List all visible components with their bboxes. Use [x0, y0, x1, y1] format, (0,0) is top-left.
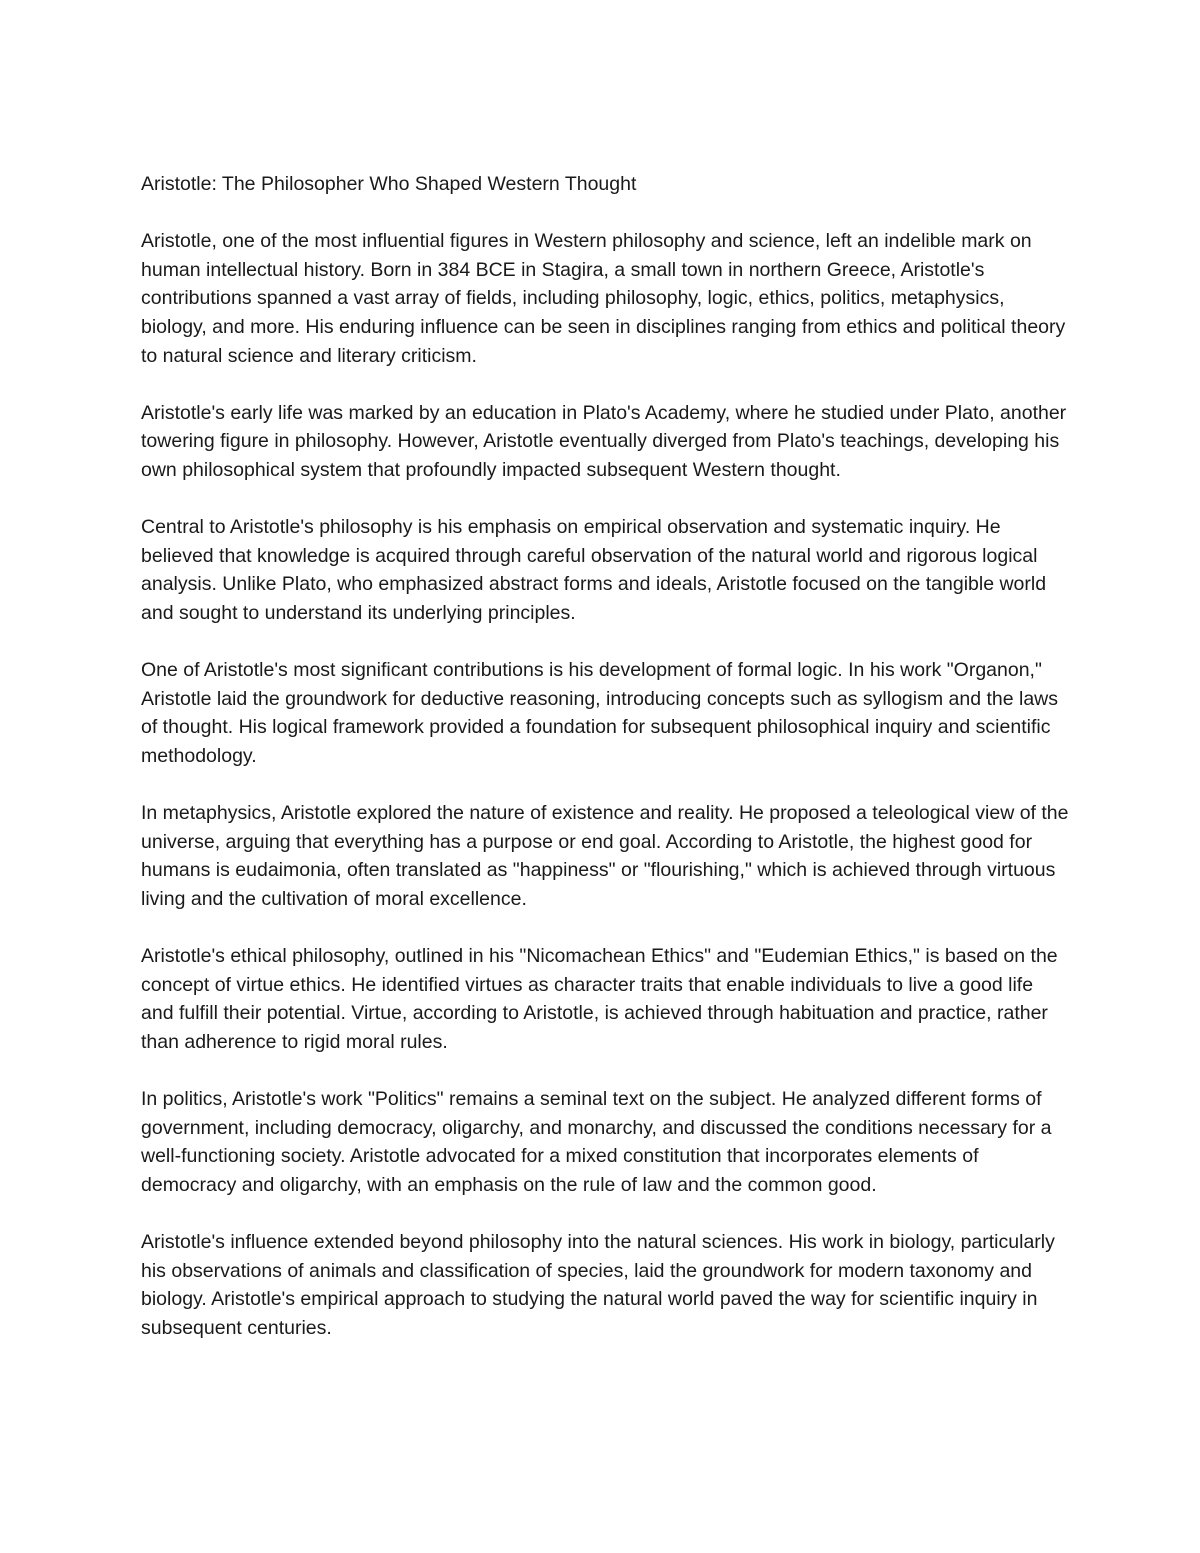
paragraph-4: One of Aristotle's most significant contributions is his development of formal logic. In his work "Organon," Aristotle laid the groundwork for deductive reasoning, introducing concepts such as syllogism and the laws of thought. His logical framework provided a foundation for subsequent philosophical inquiry and scientific methodology.: [141, 659, 1058, 767]
paragraph-2: Aristotle's early life was marked by an education in Plato's Academy, where he studied under Plato, another towering figure in philosophy. However, Aristotle eventually diverged from Plato's teachings, developing his own philosophical system that profoundly impacted subsequent Western thought.: [141, 401, 1067, 481]
document-page: [141, 170, 1071, 1371]
paragraph-8: Aristotle's influence extended beyond philosophy into the natural sciences. His work in biology, particularly his observations of animals and classification of species, laid the groundwork for modern taxonomy and biology. Aristotle's empirical approach to studying the natural world paved the way for scientific inquiry in subsequent centuries.: [141, 1230, 1055, 1339]
paragraph-5: In metaphysics, Aristotle explored the nature of existence and reality. He proposed a teleological view of the universe, arguing that everything has a purpose or end goal. According to Aristotle, the highest good for humans is eudaimonia, often translated as "happiness" or "flourishing," which is achieved through virtuous living and the cultivation of moral excellence.: [141, 802, 1069, 910]
paragraph-6: Aristotle's ethical philosophy, outlined in his "Nicomachean Ethics" and "Eudemian Ethics," is based on the concept of virtue ethics. He identified virtues as character traits that enable individuals to live a good life and fulfill their potential. Virtue, according to Aristotle, is achieved through habituation and practice, rather than adherence to rigid moral rules.: [141, 945, 1058, 1053]
document-title: Aristotle: The Philosopher Who Shaped Western Thought: [141, 173, 637, 195]
paragraph-3: Central to Aristotle's philosophy is his emphasis on empirical observation and systematic inquiry. He believed that knowledge is acquired through careful observation of the natural world and rigorous logical analysis. Unlike Plato, who emphasized abstract forms and ideals, Aristotle focused on the tangible world and sought to understand its underlying principles.: [141, 516, 1047, 624]
paragraph-7: In politics, Aristotle's work "Politics" remains a seminal text on the subject. He analyzed different forms of government, including democracy, oligarchy, and monarchy, and discussed the conditions necessary for a well-functioning society. Aristotle advocated for a mixed constitution that incorporates elements of democracy and oligarchy, with an emphasis on the rule of law and the common good.: [141, 1088, 1052, 1196]
paragraph-1: Aristotle, one of the most influential figures in Western philosophy and science, left an indelible mark on human intellectual history. Born in 384 BCE in Stagira, a small town in northern Greece, Aristotle's contributions spanned a vast array of fields, including philosophy, logic, ethics, politics, metaphysics, biology, and more. His enduring influence can be seen in disciplines ranging from ethics and political theory to natural science and literary criticism.: [141, 230, 1066, 367]
